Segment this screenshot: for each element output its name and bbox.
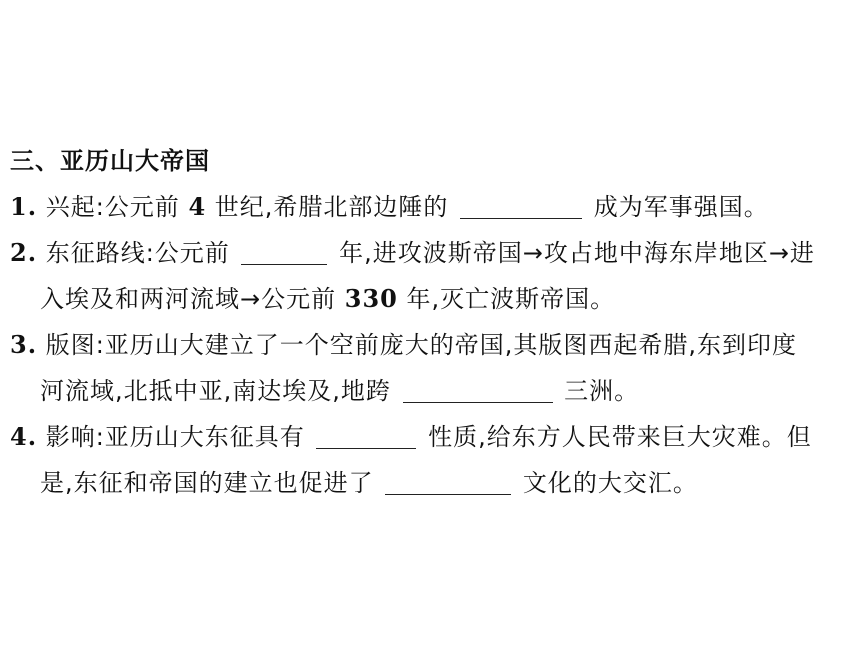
- item-3: [10, 327, 850, 363]
- item-text: 河流域,北抵中亚,南达埃及,地跨: [40, 377, 391, 405]
- answer-blank[interactable]: [460, 192, 582, 219]
- item-2: [10, 235, 850, 271]
- answer-blank[interactable]: [385, 468, 511, 495]
- item-text: 年,灭亡波斯帝国。: [406, 285, 616, 313]
- item-text: 兴起:公元前: [45, 193, 180, 221]
- item-text: 三洲。: [564, 377, 640, 405]
- item-text: 东征路线:公元前: [45, 239, 230, 267]
- item-4: [10, 419, 850, 455]
- item-2-continued: [40, 281, 850, 317]
- section-title: 三、亚历山大帝国: [10, 147, 210, 175]
- item-text: 成为军事强国。: [593, 193, 769, 221]
- item-text: 影响:亚历山大东征具有: [45, 423, 305, 451]
- item-number: 4.: [10, 422, 38, 451]
- item-text: 文化的大交汇。: [522, 469, 698, 497]
- item-text: 版图:亚历山大建立了一个空前庞大的帝国,其版图西起希腊,东到印度: [45, 331, 798, 359]
- item-text: 性质,给东方人民带来巨大灾难。但: [428, 423, 812, 451]
- item-1: [10, 189, 850, 225]
- item-text: 年,进攻波斯帝国→攻占地中海东岸地区→进: [339, 239, 815, 267]
- answer-blank[interactable]: [241, 238, 327, 265]
- item-4-continued: [40, 465, 850, 501]
- item-text: 世纪,希腊北部边陲的: [214, 193, 449, 221]
- item-number: 2.: [10, 238, 38, 267]
- item-text: 是,东征和帝国的建立也促进了: [40, 469, 374, 497]
- item-3-continued: [40, 373, 850, 409]
- item-number-value: 330: [344, 284, 398, 313]
- answer-blank[interactable]: [403, 376, 553, 403]
- item-number: 3.: [10, 330, 38, 359]
- item-number-value: 4: [188, 192, 207, 221]
- item-number: 1.: [10, 192, 38, 221]
- item-text: 入埃及和两河流域→公元前: [40, 285, 337, 313]
- answer-blank[interactable]: [316, 422, 416, 449]
